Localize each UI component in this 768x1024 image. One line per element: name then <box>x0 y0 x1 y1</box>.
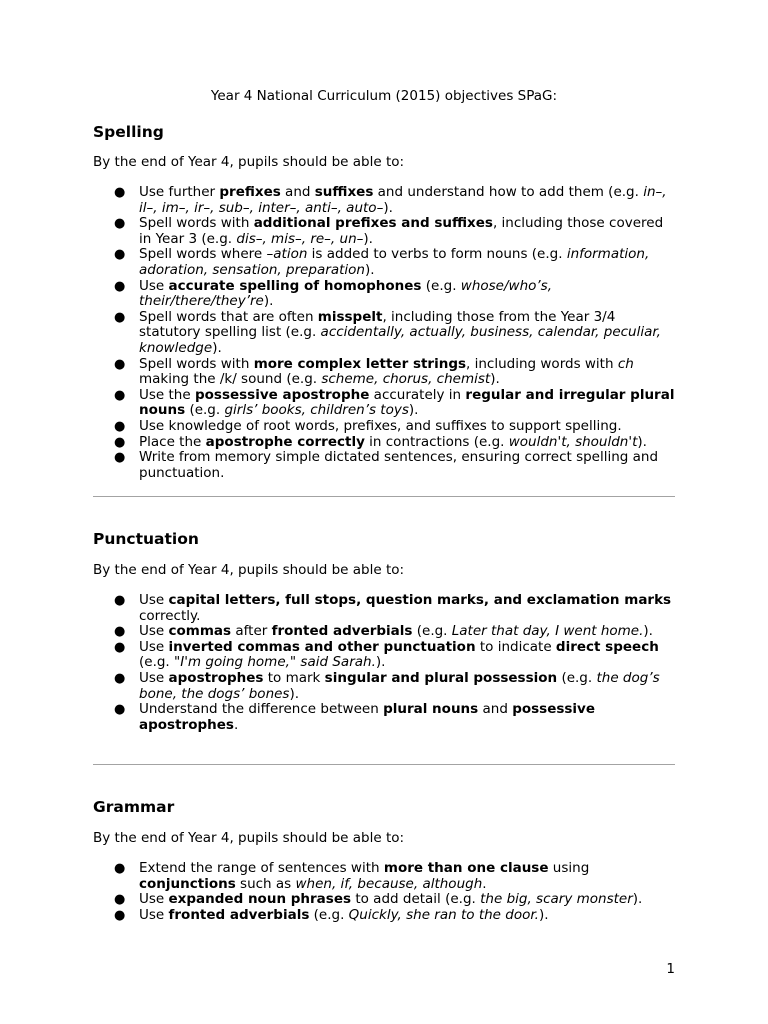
bold-text: more complex letter strings <box>253 355 467 372</box>
objective-item <box>93 279 675 310</box>
text-run: after <box>231 623 272 640</box>
text-run: Extend the range of sentences with <box>139 860 384 876</box>
text-run: Spell words that are often <box>139 308 318 325</box>
text-run: ). <box>637 433 647 450</box>
objective-list <box>93 593 675 733</box>
section-heading: Punctuation <box>93 530 199 548</box>
objective-list <box>93 861 675 923</box>
text-run: ). <box>364 261 375 278</box>
italic-text: Later that day, I went home. <box>451 623 644 640</box>
text-run: to indicate <box>475 638 556 655</box>
section-divider <box>93 496 675 497</box>
objective-item <box>93 247 675 278</box>
bold-text: additional prefixes and suffixes <box>253 215 493 232</box>
text-run: Understand the difference between <box>139 701 384 718</box>
bold-text: singular and plural possession <box>324 669 558 686</box>
text-run: to mark <box>263 669 325 686</box>
italic-text: girls’ books, children’s toys <box>224 402 409 419</box>
section-intro: By the end of Year 4, pupils should be able to: <box>93 154 405 170</box>
text-run: Use <box>139 638 169 655</box>
text-run: . <box>482 875 487 892</box>
bold-text: suffixes <box>314 184 374 200</box>
text-run: (e.g. <box>185 402 225 419</box>
text-run: . <box>233 716 239 733</box>
text-run: Use <box>139 906 169 923</box>
bold-text: inverted commas and other punctuation <box>168 638 476 655</box>
text-run: ). <box>212 339 222 356</box>
section-heading: Spelling <box>93 123 164 141</box>
bold-text: apostrophe correctly <box>205 433 365 450</box>
page-title: Year 4 National Curriculum (2015) objectives SPaG: <box>210 88 558 104</box>
bold-text: accurate spelling of homophones <box>168 277 422 294</box>
objective-item <box>93 450 675 481</box>
text-run: ). <box>363 230 373 247</box>
bold-text: misspelt <box>317 308 383 325</box>
objective-list <box>93 185 675 481</box>
text-run: , including those covered in Year 3 (e.g. <box>139 215 664 247</box>
text-run: ). <box>538 906 549 923</box>
section-divider <box>93 764 675 765</box>
text-run: Spell words where <box>139 246 267 263</box>
italic-text: the dog’s bone, the dogs’ bones <box>139 669 660 702</box>
text-run: Use further <box>139 184 220 200</box>
text-run: , including those from the Year 3/4 statutory spelling list (e.g. <box>139 308 616 341</box>
italic-text: Quickly, she ran to the door. <box>348 906 539 923</box>
text-run: in contractions (e.g. <box>364 433 509 450</box>
section-punctuation <box>93 529 675 733</box>
bold-text: plural nouns <box>383 701 479 718</box>
objective-item <box>93 861 675 892</box>
objective-item <box>93 357 675 388</box>
objective-item <box>93 185 675 216</box>
section-spelling <box>93 122 675 481</box>
text-run: Use <box>139 891 169 908</box>
text-run: and understand how to add them (e.g. <box>373 184 644 200</box>
bold-text: fronted adverbials <box>168 906 310 923</box>
bold-text: conjunctions <box>139 875 236 892</box>
objective-item <box>93 671 675 702</box>
italic-text: dis–, mis–, re–, un– <box>236 230 364 247</box>
objective-item <box>93 702 675 733</box>
bold-text: direct speech <box>555 638 659 655</box>
text-run: (e.g. <box>421 277 461 294</box>
text-run: to add detail (e.g. <box>351 891 481 908</box>
text-run: ). <box>289 685 300 702</box>
objective-item <box>93 624 675 640</box>
text-run: ). <box>490 371 500 388</box>
bold-text: possessive apostrophe <box>194 386 370 403</box>
objective-item <box>93 640 675 671</box>
bold-text: prefixes <box>219 184 281 200</box>
text-run: ). <box>643 623 653 640</box>
text-run: Use <box>139 592 169 608</box>
objective-item <box>93 310 675 357</box>
objective-item <box>93 435 675 451</box>
text-run: Spell words with <box>139 215 254 232</box>
italic-text: wouldn't, shouldn't <box>508 433 638 450</box>
text-run: is added to verbs to form nouns (e.g. <box>307 246 567 263</box>
italic-text: information, adoration, sensation, preparation <box>139 246 650 278</box>
objective-item <box>93 908 675 924</box>
objective-item <box>93 593 675 624</box>
italic-text: ch <box>617 355 634 372</box>
objective-item <box>93 216 675 247</box>
text-run: using <box>548 860 590 876</box>
italic-text: I'm going home," said Sarah. <box>180 654 376 671</box>
text-run: Write from memory simple dictated sentences, ensuring correct spelling and punctuation. <box>139 449 659 481</box>
bold-text: capital letters, full stops, question marks, and exclamation marks <box>168 592 672 608</box>
bold-text: more than one clause <box>383 860 549 876</box>
bold-text: apostrophes <box>168 669 264 686</box>
text-run: (e.g. <box>412 623 452 640</box>
text-run: ). <box>375 654 386 671</box>
italic-text: whose/who’s, their/there/they’re <box>139 277 552 310</box>
section-intro: By the end of Year 4, pupils should be able to: <box>93 830 405 846</box>
objective-item <box>93 388 675 419</box>
text-run: and <box>280 184 315 200</box>
bold-text: fronted adverbials <box>271 623 413 640</box>
text-run: making the /k/ sound (e.g. <box>139 371 322 388</box>
text-run: Spell words with <box>139 355 254 372</box>
text-run: (e.g. " <box>139 654 181 671</box>
italic-text: –ation <box>266 246 308 263</box>
text-run: Use knowledge of root words, prefixes, and suffixes to support spelling. <box>139 417 622 434</box>
text-run: ). <box>263 293 274 310</box>
text-run: Use <box>139 669 169 686</box>
section-grammar <box>93 797 675 923</box>
text-run: ). <box>383 199 393 216</box>
bold-text: possessive apostrophes <box>139 701 596 733</box>
text-run: and <box>478 701 513 718</box>
text-run: ). <box>408 402 419 419</box>
italic-text: scheme, chorus, chemist <box>321 371 491 388</box>
text-run: , including words with <box>466 355 618 372</box>
objective-item <box>93 892 675 908</box>
page-number: 1 <box>666 961 675 977</box>
text-run: such as <box>235 875 296 892</box>
objective-item <box>93 419 675 435</box>
text-run: Use <box>139 623 169 640</box>
text-run: Use <box>139 277 169 294</box>
text-run: correctly. <box>139 607 201 624</box>
italic-text: in–, il–, im–, ir–, sub–, inter–, anti–, auto– <box>139 184 667 216</box>
text-run: Use the <box>139 386 195 403</box>
section-heading: Grammar <box>93 798 175 816</box>
text-run: ). <box>632 891 643 908</box>
bold-text: commas <box>168 623 232 640</box>
italic-text: when, if, because, although <box>295 875 483 892</box>
italic-text: accidentally, actually, business, calendar, peculiar, knowledge <box>139 324 661 356</box>
bold-text: expanded noun phrases <box>168 891 352 908</box>
italic-text: the big, scary monster <box>480 891 633 908</box>
section-intro: By the end of Year 4, pupils should be able to: <box>93 562 405 578</box>
text-run: accurately in <box>369 386 466 403</box>
bold-text: regular and irregular plural nouns <box>139 386 675 419</box>
text-run: (e.g. <box>309 906 349 923</box>
text-run: (e.g. <box>557 669 597 686</box>
text-run: Place the <box>139 433 206 450</box>
